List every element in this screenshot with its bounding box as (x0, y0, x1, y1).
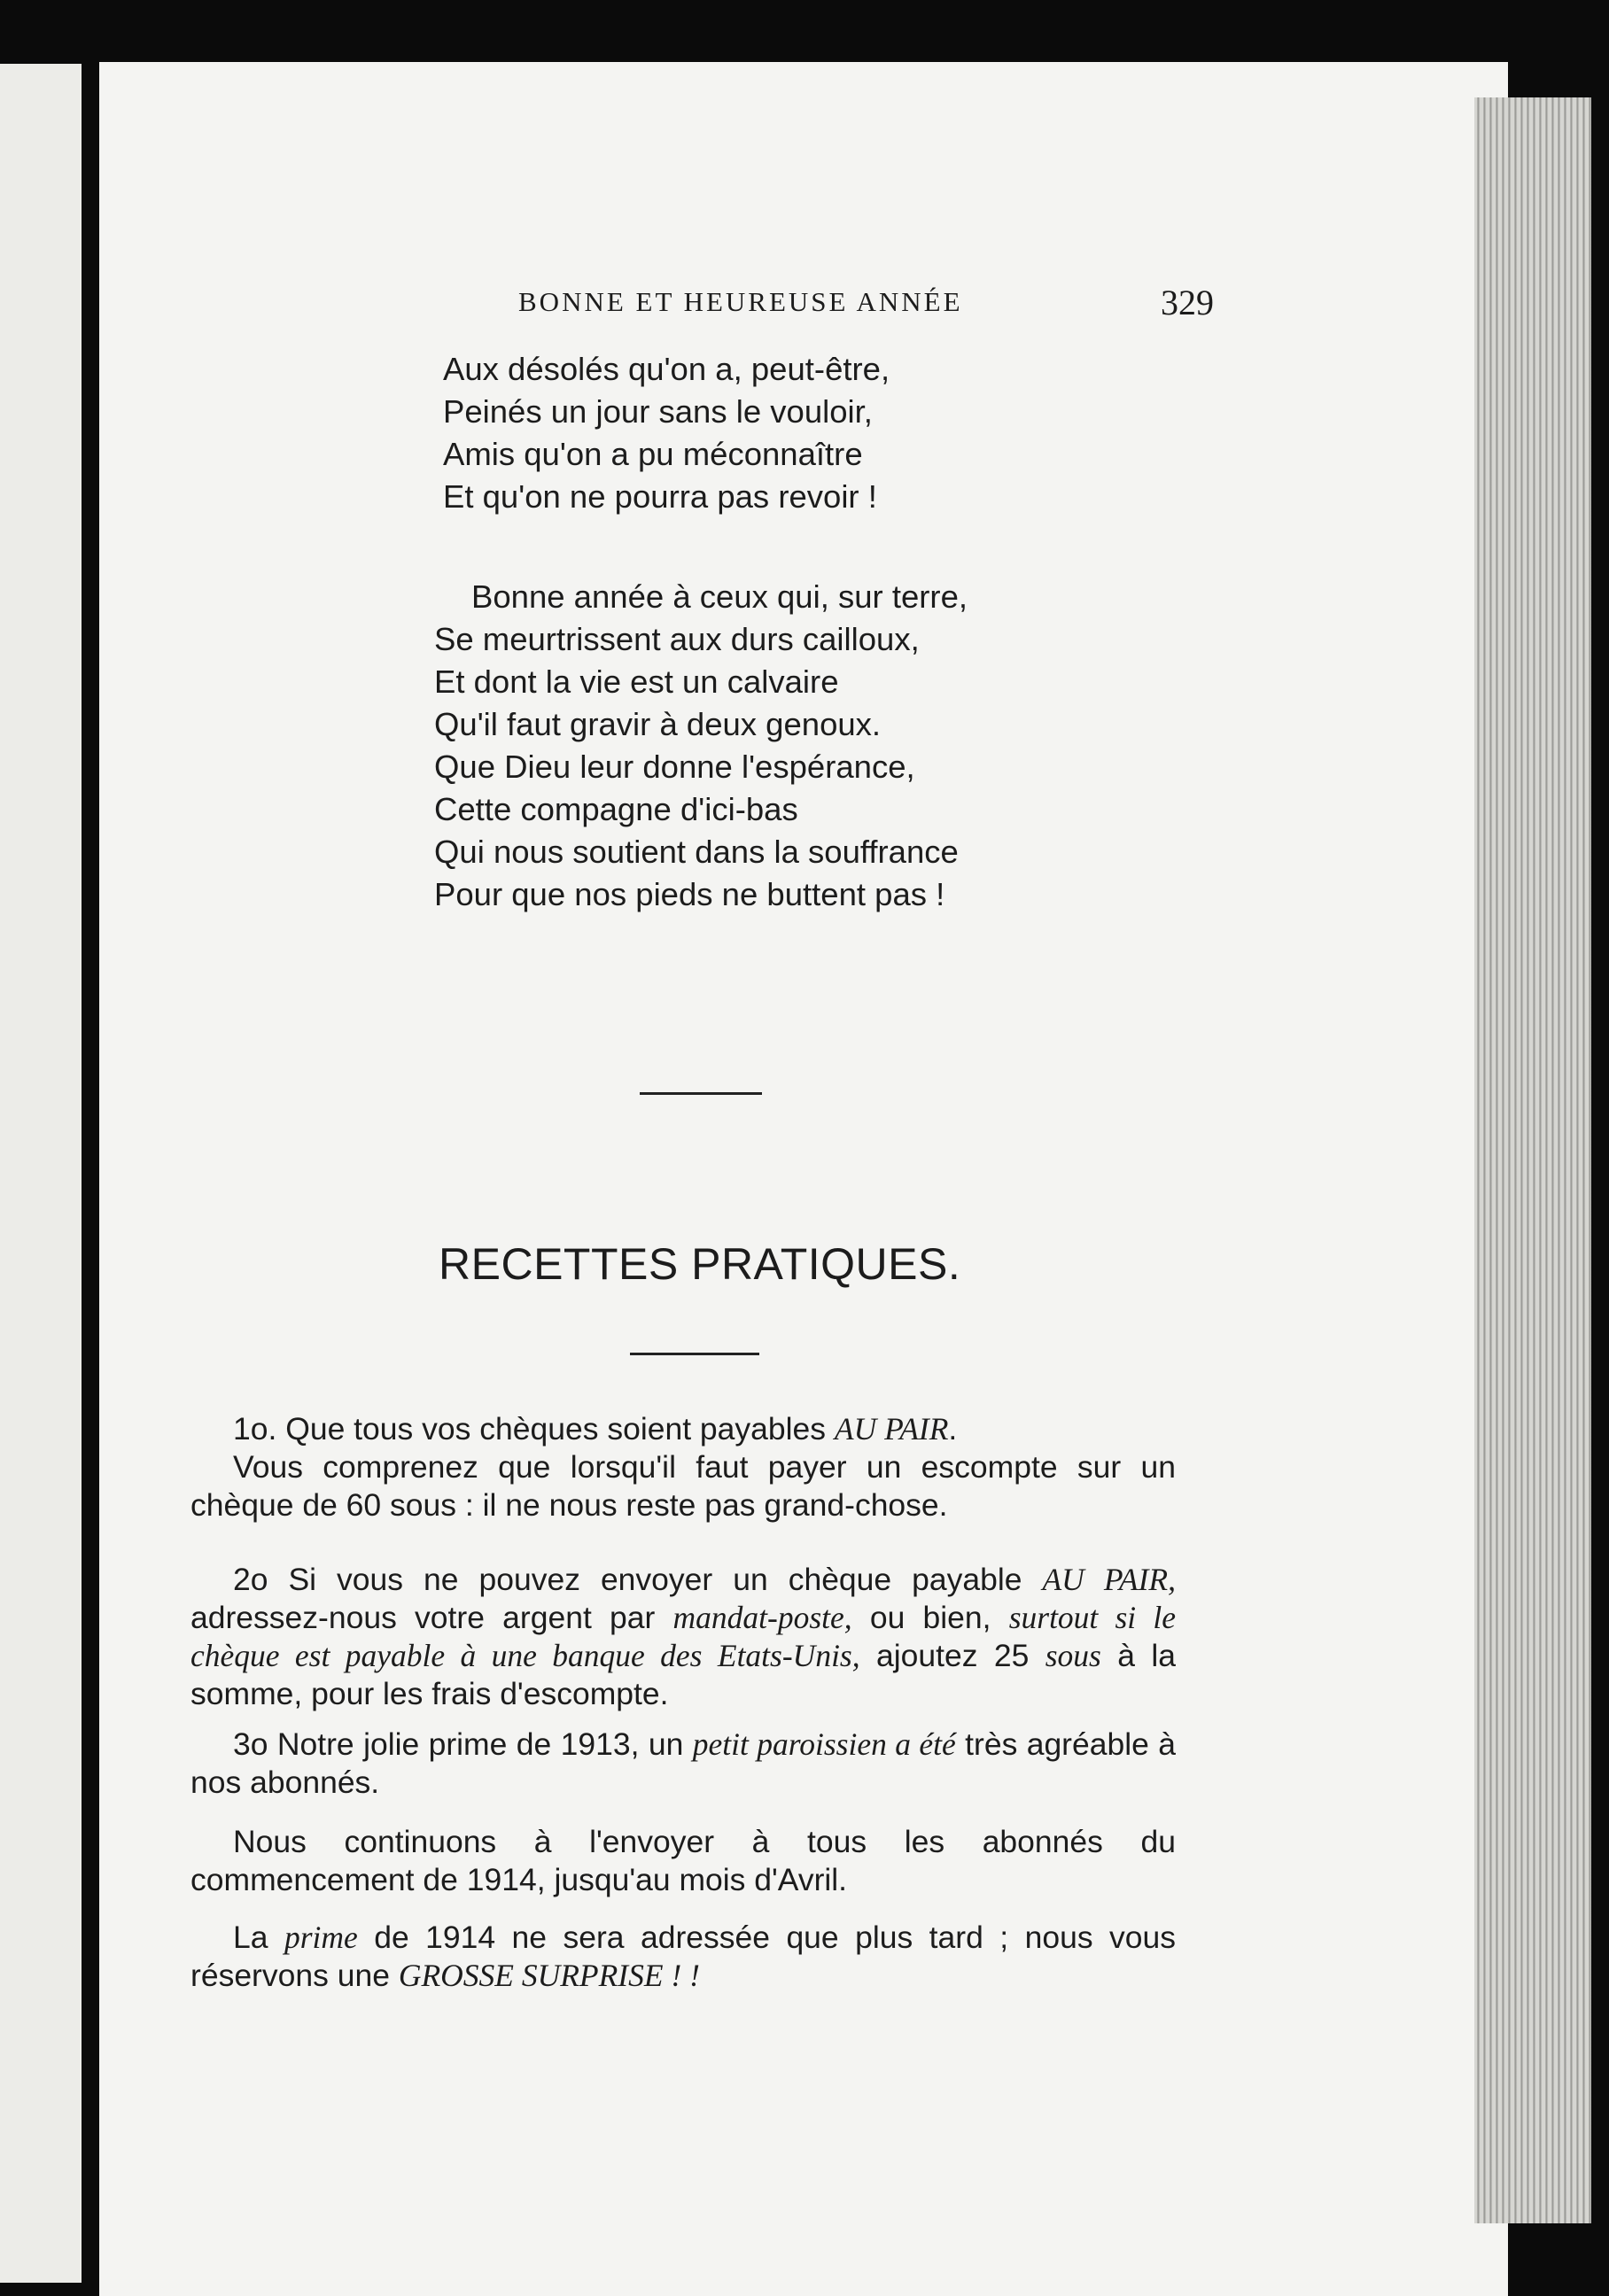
paragraph-text: 3o Notre jolie prime de 1913, un (233, 1726, 693, 1762)
section-title: RECETTES PRATIQUES. (439, 1239, 961, 1289)
paragraph-text: La (233, 1920, 284, 1955)
poem-line: Que Dieu leur donne l'espérance, (434, 749, 915, 785)
paragraph-emphasis: prime (284, 1920, 358, 1955)
paragraph-text: 2o Si vous ne pouvez envoyer un chèque payable (233, 1562, 1043, 1597)
poem-stanza-2 (434, 576, 968, 916)
paragraph-text: 1o. Que tous vos chèques soient payables (233, 1411, 835, 1447)
poem-line: Qu'il faut gravir à deux genoux. (434, 706, 882, 742)
section-divider (630, 1353, 759, 1355)
poem-line: Aux désolés qu'on a, peut-être, (443, 351, 890, 387)
paragraph-emphasis: sous (1045, 1638, 1101, 1673)
paragraph-4 (190, 1823, 1176, 1899)
paragraph-text: ou bien, (851, 1600, 1009, 1635)
poem-line: Et dont la vie est un calvaire (434, 663, 839, 700)
paragraph-text: à la somme, pour les frais d'escompte. (190, 1638, 1176, 1711)
poem-line: Pour que nos pieds ne buttent pas ! (434, 876, 945, 912)
poem-line: Et qu'on ne pourra pas revoir ! (443, 478, 877, 515)
page-stack-edges (1474, 97, 1591, 2223)
running-head: BONNE ET HEUREUSE ANNÉE (518, 286, 963, 317)
paragraph-2 (190, 1561, 1176, 1713)
paragraph-emphasis: AU PAIR (834, 1411, 949, 1447)
paragraph-text: Nous continuons à l'envoyer à tous les abonnés du commencement de 1914, jusqu'au mois d'Avril. (190, 1824, 1176, 1897)
paragraph-emphasis: surtout si le chèque est payable à une banque des Etats-Unis, (190, 1600, 1176, 1673)
poem-line: Se meurtrissent aux durs cailloux, (434, 621, 920, 657)
poem-line: Peinés un jour sans le vouloir, (443, 393, 873, 430)
paragraph-text: de 1914 ne sera adressée que plus tard ; nous vous réservons une (190, 1920, 1176, 1993)
poem-line: Bonne année à ceux qui, sur terre, (471, 578, 968, 615)
paragraph-emphasis: GROSSE SURPRISE ! ! (398, 1958, 700, 1993)
paragraph-emphasis: petit paroissien a été (692, 1726, 956, 1762)
paragraph-text: très agréable à nos abonnés. (190, 1726, 1176, 1800)
section-divider (640, 1092, 762, 1095)
paragraph-text: Vous comprenez que lorsqu'il faut payer un escompte sur un chèque de 60 sous : il ne nous reste pas grand-chose. (190, 1449, 1176, 1523)
poem-line: Qui nous soutient dans la souffrance (434, 834, 959, 870)
poem-stanza-1 (443, 348, 890, 518)
paragraph-text: adressez-nous votre argent par (190, 1600, 673, 1635)
poem-line: Amis qu'on a pu méconnaître (443, 436, 863, 472)
paragraph-emphasis: mandat-poste, (672, 1600, 852, 1635)
paragraph-text: . (948, 1411, 958, 1447)
paragraph-5 (190, 1919, 1176, 1995)
paragraph-text: ajoutez 25 (859, 1638, 1045, 1673)
paragraph-3 (190, 1726, 1176, 1802)
poem-line: Cette compagne d'ici-bas (434, 791, 798, 827)
paragraph-1 (190, 1410, 1176, 1524)
paragraph-emphasis: AU PAIR, (1042, 1562, 1176, 1597)
page-number: 329 (1161, 283, 1214, 322)
previous-page-edge (0, 64, 82, 2283)
